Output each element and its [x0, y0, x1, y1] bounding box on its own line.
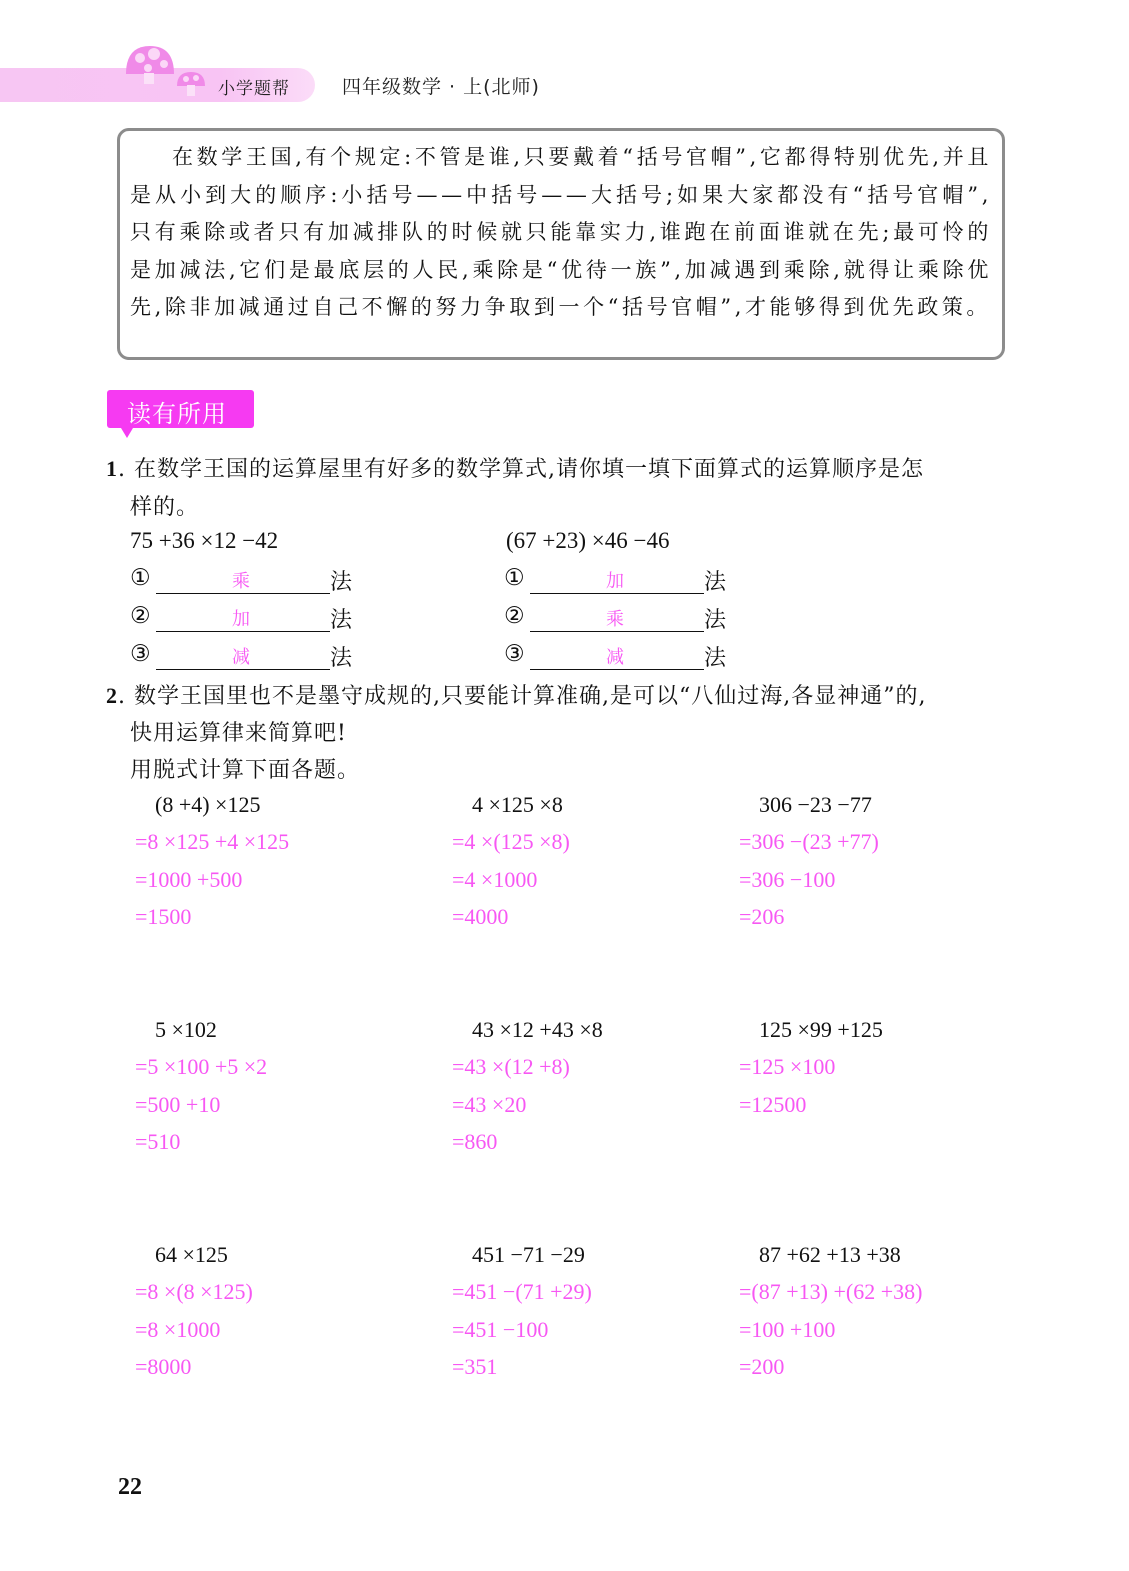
problem-expression: (8 +4) ×125 [155, 792, 261, 817]
suffix-text: 法 [704, 646, 727, 671]
solution-step: =200 [739, 1354, 785, 1379]
q2-text-line3: 用脱式计算下面各题。 [130, 758, 361, 783]
q1-text-line2: 样的。 [130, 495, 200, 520]
q2-number: 2 [106, 683, 118, 708]
q1-number: 1 [106, 456, 118, 481]
problem-expression: 87 +62 +13 +38 [759, 1242, 901, 1267]
solution-step: =451 −(71 +29) [452, 1279, 592, 1304]
solution-step: =4 ×1000 [452, 867, 538, 892]
step-marker: ① [504, 565, 525, 591]
q1-text-line1: 在数学王国的运算屋里有好多的数学算式,请你填一填下面算式的运算顺序是怎 [134, 457, 924, 482]
solution-step: =500 +10 [135, 1092, 221, 1117]
answer-blank[interactable] [530, 631, 704, 632]
solution-step: =43 ×(12 +8) [452, 1054, 570, 1079]
q2-text-line1: 数学王国里也不是墨守成规的,只要能计算准确,是可以“八仙过海,各显神通”的, [134, 684, 927, 709]
suffix-text: 法 [704, 570, 727, 595]
suffix-text: 法 [330, 608, 353, 633]
q1-g1-row-1 [130, 565, 370, 595]
problem-expression: 4 ×125 ×8 [472, 792, 563, 817]
solution-step: =(87 +13) +(62 +38) [739, 1279, 923, 1304]
answer-blank[interactable] [156, 669, 330, 670]
problem-expression: 451 −71 −29 [472, 1242, 585, 1267]
solution-step: =8000 [135, 1354, 192, 1379]
solution-step: =8 ×(8 ×125) [135, 1279, 253, 1304]
solution-step: =8 ×1000 [135, 1317, 221, 1342]
solution-step: =43 ×20 [452, 1092, 527, 1117]
suffix-text: 法 [330, 570, 353, 595]
answer-text: 乘 [606, 609, 624, 630]
problem-expression: 125 ×99 +125 [759, 1017, 883, 1042]
suffix-text: 法 [330, 646, 353, 671]
answer-text: 减 [232, 647, 250, 668]
answer-text: 加 [232, 609, 250, 630]
problem-expression: 5 ×102 [155, 1017, 217, 1042]
solution-step: =510 [135, 1129, 181, 1154]
q2-text-line2: 快用运算律来简算吧! [130, 721, 347, 746]
solution-step: =860 [452, 1129, 498, 1154]
problem-expression: 306 −23 −77 [759, 792, 872, 817]
answer-blank[interactable] [530, 593, 704, 594]
solution-step: =4 ×(125 ×8) [452, 829, 570, 854]
step-marker: ③ [130, 641, 151, 667]
q1-g2-row-1 [504, 565, 744, 595]
q1-g1-row-2 [130, 603, 370, 633]
q1-expression-2: (67 +23) ×46 −46 [506, 528, 670, 553]
solution-step: =206 [739, 904, 785, 929]
answer-text: 减 [606, 647, 624, 668]
solution-step: =451 −100 [452, 1317, 549, 1342]
solution-step: =100 +100 [739, 1317, 836, 1342]
page-number: 22 [118, 1474, 142, 1500]
solution-step: =12500 [739, 1092, 807, 1117]
q1-prompt: 1. 在数学王国的运算屋里有好多的数学算式,请你填一填下面算式的运算顺序是怎 [106, 456, 924, 482]
problem-expression: 64 ×125 [155, 1242, 228, 1267]
section-tag [107, 390, 254, 428]
answer-blank[interactable] [530, 669, 704, 670]
book-title: 四年级数学 · 上(北师) [342, 76, 540, 98]
solution-step: =1500 [135, 904, 192, 929]
solution-step: =4000 [452, 904, 509, 929]
answer-text: 加 [606, 571, 624, 592]
answer-text: 乘 [232, 571, 250, 592]
step-marker: ③ [504, 641, 525, 667]
solution-step: =306 −(23 +77) [739, 829, 879, 854]
solution-step: =1000 +500 [135, 867, 243, 892]
story-text: 在数学王国,有个规定:不管是谁,只要戴着“括号官帽”,它都得特别优先,并且是从小到大的顺序:小括号——中括号——大括号;如果大家都没有“括号官帽”,只有乘除或者只有加减排队的时候就只能靠实力,谁跑在前面谁就在先;最可怜的是加减法,它们是最底层的人民,乘除是“优待一族”,加减遇到乘除,就得让乘除优先,除非加减通过自己不懈的努力争取到一个“括号官帽”,才能够得到优先政策。 [130, 145, 992, 319]
step-marker: ② [130, 603, 151, 629]
solution-step: =125 ×100 [739, 1054, 836, 1079]
series-brand: 小学题帮 [218, 79, 290, 99]
q2-prompt: 2. 数学王国里也不是墨守成规的,只要能计算准确,是可以“八仙过海,各显神通”的, [106, 683, 927, 709]
solution-step: =351 [452, 1354, 498, 1379]
q1-g2-row-3 [504, 641, 744, 671]
q1-g1-row-3 [130, 641, 370, 671]
story-box [117, 128, 1005, 360]
q1-expression-1: 75 +36 ×12 −42 [130, 528, 279, 553]
section-tag-label: 读有所用 [127, 400, 227, 428]
q1-g2-row-2 [504, 603, 744, 633]
solution-step: =306 −100 [739, 867, 836, 892]
answer-blank[interactable] [156, 593, 330, 594]
step-marker: ① [130, 565, 151, 591]
solution-step: =8 ×125 +4 ×125 [135, 829, 290, 854]
problem-expression: 43 ×12 +43 ×8 [472, 1017, 603, 1042]
mushroom-small-icon [175, 70, 207, 96]
suffix-text: 法 [704, 608, 727, 633]
solution-step: =5 ×100 +5 ×2 [135, 1054, 268, 1079]
answer-blank[interactable] [156, 631, 330, 632]
mushroom-icon [122, 44, 178, 84]
step-marker: ② [504, 603, 525, 629]
